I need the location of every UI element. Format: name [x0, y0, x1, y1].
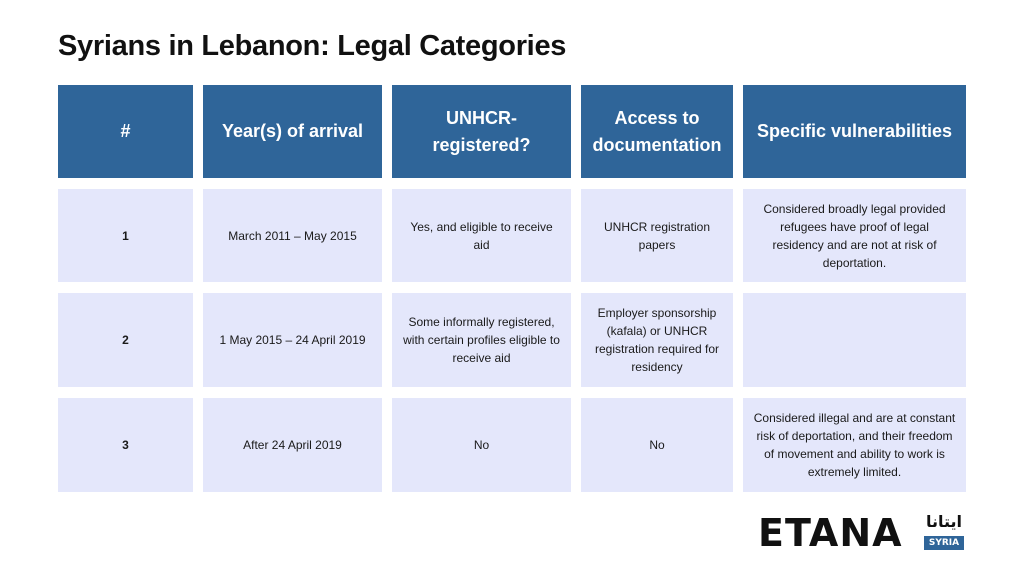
page-title: Syrians in Lebanon: Legal Categories — [58, 30, 567, 62]
table-cell-number: 3 — [58, 398, 193, 492]
table-cell-specific-vulnerabilities: Considered illegal and are at constant risk of deportation, and their freedom of movement and ability to work is extremely limited. — [743, 398, 966, 492]
column-header-number: # — [58, 85, 193, 178]
table-cell-year-of-arrival: 1 May 2015 – 24 April 2019 — [203, 293, 382, 387]
column-header-access-to-documentation: Access to documentation — [581, 85, 733, 178]
table-cell-access-to-documentation: UNHCR registration papers — [581, 189, 733, 282]
table-cell-specific-vulnerabilities: Considered broadly legal provided refugees have proof of legal residency and are not at risk of deportation. — [743, 189, 966, 282]
table-cell-unhcr-registered: Some informally registered, with certain profiles eligible to receive aid — [392, 293, 571, 387]
logo-syria-tag: SYRIA — [924, 536, 964, 550]
column-header-specific-vulnerabilities: Specific vulnerabilities — [743, 85, 966, 178]
legal-categories-table — [58, 85, 966, 492]
table-cell-year-of-arrival: March 2011 – May 2015 — [203, 189, 382, 282]
table-cell-number: 1 — [58, 189, 193, 282]
column-header-unhcr-registered: UNHCR-registered? — [392, 85, 571, 178]
table-cell-access-to-documentation: No — [581, 398, 733, 492]
table-cell-unhcr-registered: No — [392, 398, 571, 492]
table-cell-number: 2 — [58, 293, 193, 387]
table-cell-specific-vulnerabilities — [743, 293, 966, 387]
logo-arabic-wordmark: ايتانا — [925, 512, 963, 531]
table-cell-access-to-documentation: Employer sponsorship (kafala) or UNHCR registration required for residency — [581, 293, 733, 387]
etana-syria-logo — [758, 512, 968, 554]
table-cell-unhcr-registered: Yes, and eligible to receive aid — [392, 189, 571, 282]
logo-wordmark: ETANA — [758, 511, 903, 555]
column-header-year-of-arrival: Year(s) of arrival — [203, 85, 382, 178]
table-cell-year-of-arrival: After 24 April 2019 — [203, 398, 382, 492]
